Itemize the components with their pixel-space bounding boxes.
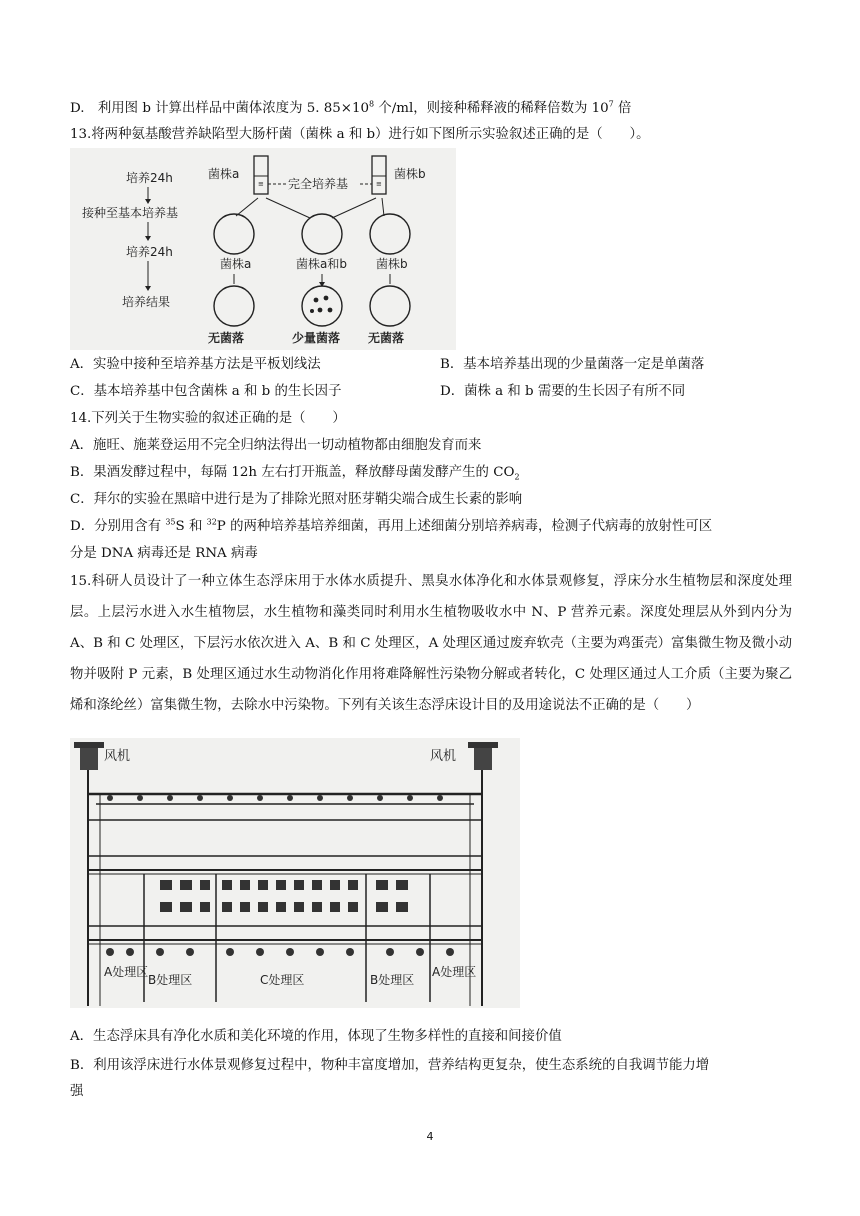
q14-option-a: A．施旺、施莱登运用不完全归纳法得出一切动植物都由细胞发育而来 — [70, 438, 482, 453]
fan-right-label: 风机 — [430, 749, 457, 764]
q13-figure — [70, 148, 456, 350]
q14-stem: 14.下列关于生物实验的叙述正确的是（ ） — [70, 411, 346, 426]
strain-a-tube-label: 菌株a — [208, 167, 240, 181]
q14-option-d-cont: 分是 DNA 病毒还是 RNA 病毒 — [70, 546, 258, 561]
q15-option-b: B．利用该浮床进行水体景观修复过程中，物种丰富度增加，营养结构更复杂，使生态系统的自我调节能力增 — [70, 1058, 710, 1073]
strain-b-tube-label: 菌株b — [394, 167, 426, 181]
q14-option-c: C．拜尔的实验在黑暗中进行是为了排除光照对胚芽鞘尖端合成生长素的影响 — [70, 492, 523, 507]
plate-ab-upper-icon — [302, 214, 342, 254]
plate-ab-result-icon — [302, 286, 342, 326]
zone-b-right-label: B处理区 — [370, 973, 415, 987]
q13-option-d: D．菌株 a 和 b 需要的生长因子有所不同 — [440, 384, 686, 399]
q13-option-c: C．基本培养基中包含菌株 a 和 b 的生长因子 — [70, 384, 342, 399]
zone-a-left-label: A处理区 — [104, 965, 149, 979]
step-3-label: 培养24h — [126, 245, 173, 259]
q13-stem: 13.将两种氨基酸营养缺陷型大肠杆菌（菌株 a 和 b）进行如下图所示实验叙述正确的是（ ）。 — [70, 127, 650, 142]
q13-option-a: A．实验中接种至培养基方法是平板划线法 — [70, 357, 321, 372]
q15-figure — [70, 738, 520, 1008]
zone-b-left-label: B处理区 — [148, 973, 193, 987]
complete-medium-label: 完全培养基 — [288, 177, 349, 191]
plate-a-upper-icon — [214, 214, 254, 254]
fan-left-label: 风机 — [104, 749, 131, 764]
plate-label-a: 菌株a — [220, 257, 252, 271]
tube-b-icon — [372, 156, 386, 194]
q15-option-b-cont: 强 — [70, 1084, 84, 1099]
plate-b-upper-icon — [370, 214, 410, 254]
q13-option-b: B．基本培养基出现的少量菌落一定是单菌落 — [440, 357, 705, 372]
step-4-label: 培养结果 — [122, 295, 171, 309]
svg-text:≡: ≡ — [258, 180, 264, 188]
plate-label-ab: 菌株a和b — [296, 257, 347, 271]
q12-option-d: D. 利用图 b 计算出样品中菌体浓度为 5. $85\times 10^8$ 个/ml，则接种稀释液的稀释倍数为 $10^7$ 倍 — [70, 99, 632, 116]
tube-a-icon — [254, 156, 268, 194]
plate-a-result-icon — [214, 286, 254, 326]
step-2-label: 接种至基本培养基 — [82, 206, 179, 220]
q15-option-a: A．生态浮床具有净化水质和美化环境的作用，体现了生物多样性的直接和间接价值 — [70, 1029, 562, 1044]
q14-option-d: D．分别用含有 $^{35}$S 和 $^{32}$P 的两种培养基培养细菌，再用上述细菌分别培养病毒，检测子代病毒的放射性可区 — [70, 517, 713, 534]
svg-text:≡: ≡ — [376, 180, 382, 188]
page-number: 4 — [426, 1130, 434, 1143]
plate-b-result-icon — [370, 286, 410, 326]
q14-option-b: B．果酒发酵过程中，每隔 12h 左右打开瓶盖，释放酵母菌发酵产生的 $CO_2$ — [70, 465, 520, 482]
step-1-label: 培养24h — [126, 171, 173, 185]
result-a-label: 无菌落 — [208, 331, 245, 345]
zone-a-right-label: A处理区 — [432, 965, 477, 979]
zone-c-label: C处理区 — [260, 973, 305, 987]
q15-stem: 15.科研人员设计了一种立体生态浮床用于水体水质提升、黑臭水体净化和水体景观修复，浮床分水生植物层和深度处理层。上层污水进入水生植物层，水生植物和藻类同时利用水生植物吸收水中 N、P 营养元素。深度处理层从外到内分为 A、B 和 C 处理区，下层污水依次进入 A、B 和 C 处理区，A 处理区通过废弃软壳（主要为鸡蛋壳）富集微生物及微小动物并吸附 P 元素，B 处理区通过水生动物消化作用将难降解性污染物分解或者转化，C 处理区通过人工介质（主要为聚乙烯和涤纶丝）富集微生物，去除水中污染物。下列有关该生态浮床设计目的及用途说法不正确的是（ ） — [70, 574, 792, 713]
result-b-label: 无菌落 — [368, 331, 405, 345]
result-ab-label: 少量菌落 — [292, 331, 341, 345]
plate-label-b: 菌株b — [376, 257, 408, 271]
